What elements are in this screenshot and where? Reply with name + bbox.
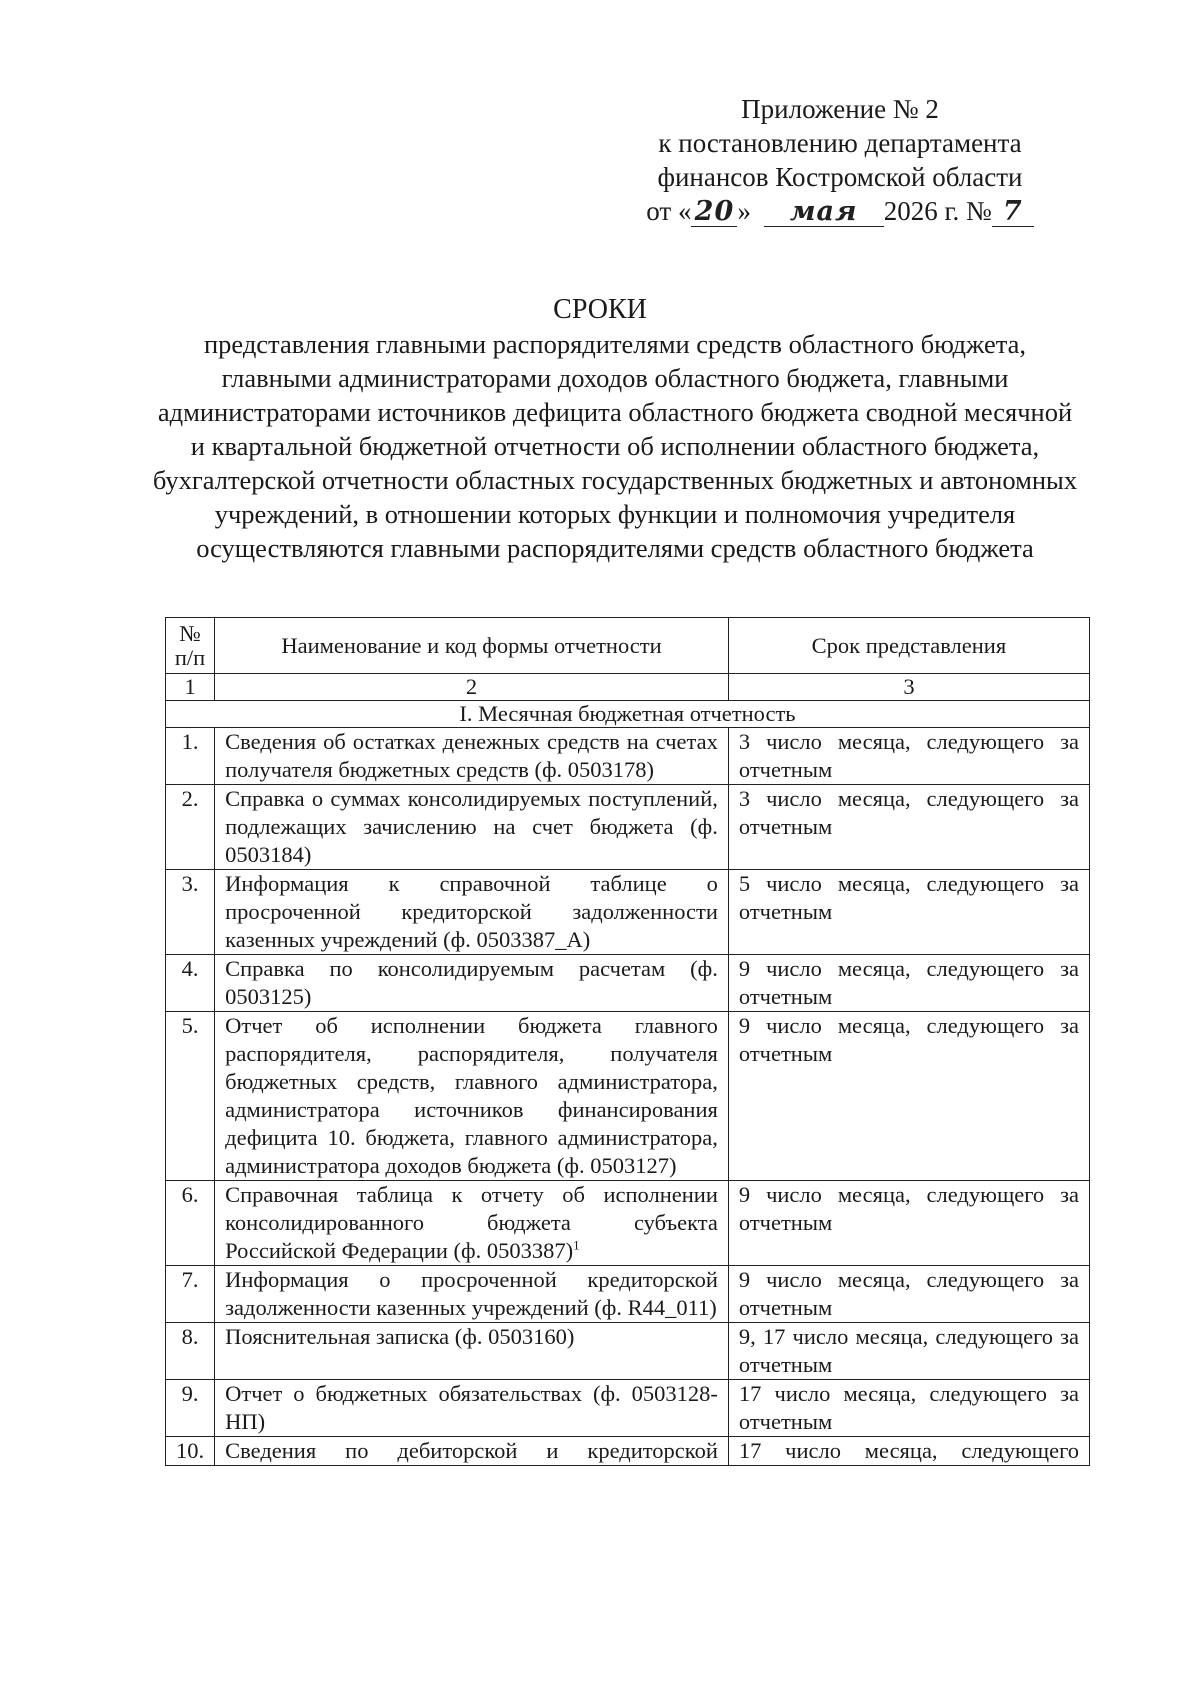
row-num: 6. [166,1181,215,1266]
index-cell: 3 [728,674,1089,701]
row-num: 7. [166,1266,215,1323]
row-term: 9 число месяца, следующего за отчетным [728,1266,1089,1323]
row-form-name: Информация о просроченной кредиторской задолженности казенных учреждений (ф. R44_011) [215,1266,729,1323]
section-title: I. Месячная бюджетная отчетность [166,701,1090,728]
row-form-name: Справка о суммах консолидируемых поступлений, подлежащих зачислению на счет бюджета (ф. 0503184) [215,785,729,870]
table-row [166,1012,1090,1181]
row-num: 9. [166,1380,215,1437]
document-number-handwritten: 7 [992,198,1034,227]
row-form-name: Информация к справочной таблице о просроченной кредиторской задолженности казенных учреждений (ф. 0503387_А) [215,870,729,955]
appendix-title: Приложение № 2 [741,94,939,124]
footnote-marker: 1 [573,1237,580,1253]
row-term: 3 число месяца, следующего за отчетным [728,785,1089,870]
document-title: СРОКИ [553,294,647,325]
deadlines-table [165,617,1090,1466]
index-cell: 1 [166,674,215,701]
row-num: 5. [166,1012,215,1181]
row-form-name-text: Справочная таблица к отчету об исполнении консолидированного бюджета субъекта Российской Федерации (ф. 0503387) [225,1182,718,1263]
row-form-name: Справка по консолидируемым расчетам (ф. 0503125) [215,955,729,1012]
appendix-line-2: к постановлению департамента [658,128,1022,158]
table-header-row [166,618,1090,674]
table-row [166,955,1090,1012]
row-form-name: Сведения по дебиторской и кредиторской [215,1437,729,1466]
table-row [166,870,1090,955]
table-row [166,1323,1090,1380]
date-month-handwritten: мая [764,198,884,227]
row-form-name: Сведения об остатках денежных средств на счетах получателя бюджетных средств (ф. 0503178) [215,728,729,785]
date-prefix: от « [646,196,692,226]
row-num: 3. [166,870,215,955]
row-term: 9 число месяца, следующего за отчетным [728,1181,1089,1266]
date-year: 2026 г. № [883,196,992,226]
row-term: 9, 17 число месяца, следующего за отчетным [728,1323,1089,1380]
index-cell: 2 [215,674,729,701]
table-row [166,1380,1090,1437]
table-index-row [166,674,1090,701]
table-row [166,728,1090,785]
row-num: 2. [166,785,215,870]
header-term: Срок представления [728,618,1089,674]
date-day-handwritten: 20 [691,198,737,227]
row-term: 3 число месяца, следующего за отчетным [728,728,1089,785]
row-form-name: Пояснительная записка (ф. 0503160) [215,1323,729,1380]
row-form-name [215,1181,729,1266]
row-term: 9 число месяца, следующего за отчетным [728,1012,1089,1181]
appendix-line-3: финансов Костромской области [657,162,1023,192]
row-form-name: Отчет о бюджетных обязательствах (ф. 0503128-НП) [215,1380,729,1437]
table-row [166,1437,1090,1466]
table-row [166,1181,1090,1266]
row-num: 4. [166,955,215,1012]
header-num: № п/п [166,618,215,674]
appendix-header [600,92,1080,228]
section-row [166,701,1090,728]
table-row [166,1266,1090,1323]
header-name: Наименование и код формы отчетности [215,618,729,674]
row-num: 1. [166,728,215,785]
row-term: 5 число месяца, следующего за отчетным [728,870,1089,955]
table-row [166,785,1090,870]
row-term: 9 число месяца, следующего за отчетным [728,955,1089,1012]
row-form-name: Отчет об исполнении бюджета главного распорядителя, распорядителя, получателя бюджетных средств, главного администратора, администратора источников финансирования дефицита 10. бюджета, главного администратора, администратора доходов бюджета (ф. 0503127) [215,1012,729,1181]
row-term: 17 число месяца, следующего [728,1437,1089,1466]
row-num: 10. [166,1437,215,1466]
document-subtitle: представления главными распорядителями средств областного бюджета, главными администраторами доходов областного бюджета, главными администраторами источников дефицита областного бюджета сводной месячной и квартальной бюджетной отчетности об исполнении областного бюджета, бухгалтерской отчетности областных государственных бюджетных и автономных учреждений, в отношении которых функции и полномочия учредителя осуществляются главными распорядителями средств областного бюджета [152,329,1078,563]
row-term: 17 число месяца, следующего за отчетным [728,1380,1089,1437]
row-num: 8. [166,1323,215,1380]
appendix-date-line [600,194,1080,228]
date-quote-close: » [737,196,751,226]
